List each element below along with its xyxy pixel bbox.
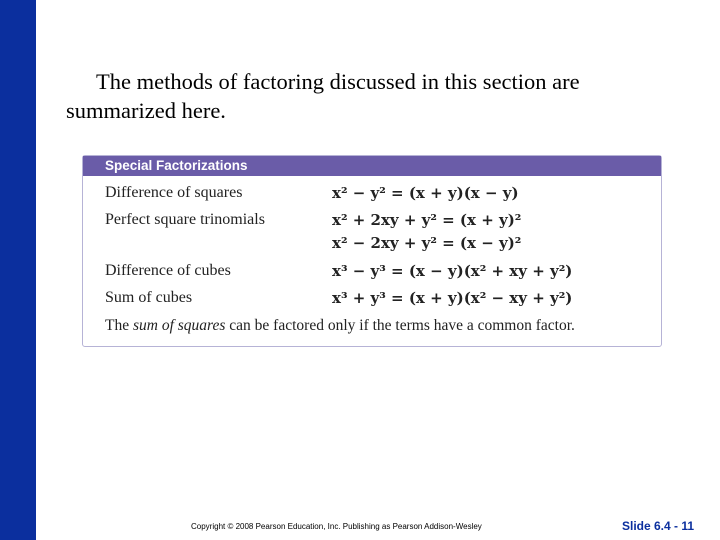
intro-paragraph: The methods of factoring discussed in this section are summarized here. [66,69,580,123]
row-label: Difference of squares [105,184,243,201]
row-formula: x² + 2xy + y² = (x + y)² [332,211,522,229]
row-label: Sum of cubes [105,289,193,306]
row-formula: x² − y² = (x + y)(x − y) [332,184,519,202]
row-label: Perfect square trinomials [105,211,265,228]
note-prefix: The [105,317,133,334]
footer-slide-number: Slide 6.4 - 11 [622,519,695,533]
side-accent-bar [0,0,36,540]
sum-of-squares-note [105,317,575,335]
row-label: Difference of cubes [105,262,231,279]
row-formula: x³ + y³ = (x + y)(x² − xy + y²) [332,289,573,307]
row-formula: x³ − y³ = (x − y)(x² + xy + y²) [332,262,573,280]
box-title: Special Factorizations [83,156,661,176]
special-factorizations-box [82,155,662,347]
note-suffix: can be factored only if the terms have a common factor. [225,317,575,334]
note-emphasis: sum of squares [132,317,226,334]
box-body [83,176,661,346]
footer-copyright: Copyright © 2008 Pearson Education, Inc. Publishing as Pearson Addison-Wesley [191,522,482,531]
row-formula: x² − 2xy + y² = (x − y)² [332,234,522,252]
